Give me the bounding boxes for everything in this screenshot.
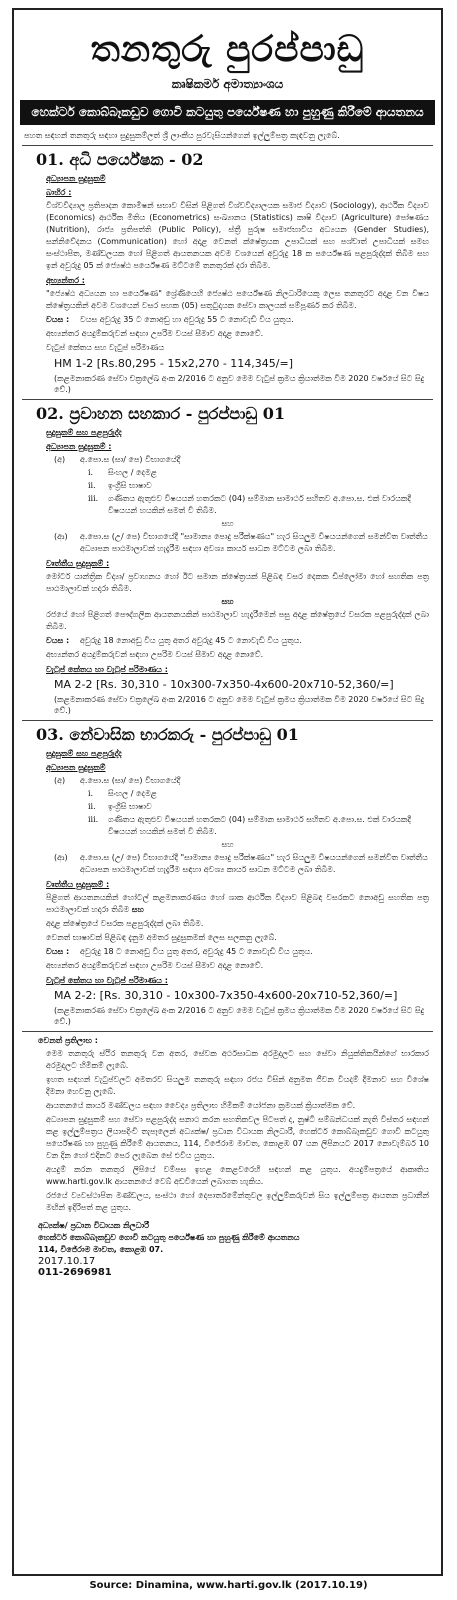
post3-sub-2-key: ii.: [88, 802, 96, 811]
post2-salary-label: වැටුප් කේතය හා වැටුප් පරිමාණය :: [46, 665, 168, 674]
post2-salary: MA 2-2 [Rs. 30,310 - 10x300-7x350-4x600-20x710-52,360/=]: [54, 678, 394, 691]
post3-item-b: [54, 852, 429, 876]
post2-and-2: සහ: [221, 597, 234, 606]
post2-sub-2-key: ii.: [88, 481, 96, 490]
signer-address: 114, විජේරාම මාවත, කොළඹ 07.: [38, 1245, 164, 1254]
signer-title: අධ්‍යක්ෂ/ ප්‍රධාන විධායක නිලධාරී: [38, 1221, 150, 1230]
post1-internal-label: අභ්‍යන්තර :: [46, 276, 86, 285]
post2-vocational-label: වෘත්තීය සුදුසුකම් :: [46, 559, 110, 568]
post2-sub-2-text: ඉංග්‍රීසි භාෂාව: [108, 481, 152, 490]
post1-title: 01. අධි පර්යේෂක - 02: [36, 150, 204, 169]
post3-voc-text1-body: පිළිගත් ආයතනයකින් හෝටල් කළමනාකරණය හෝ ශාක ආර්ථික විද්‍යාව පිළිබඳ වසරකට නොඅඩු සහතික පත්‍ර පාඨමාලාවක් හදාරා තිබීම: [46, 893, 429, 914]
post3-sub-1: [88, 788, 429, 800]
divider: [22, 145, 433, 146]
post2-item-b-text: අ.පො.ස (උ/ පෙ) විභාගයේදී "සාමාන්‍ය පොදු පරීක්ෂණය" හැර සියලුම විෂයයන්ගෙන් සමන්විත වෘත්තීය අධ්‍යාපන පාඨමාලාවක් හැදෑරීම සඳහා අවශ්‍ය කාර්ය සාධන මට්ටම ලබා තිබීම.: [80, 532, 428, 553]
post2-item-a-key: (අ): [54, 455, 66, 464]
post3-sub-2-text: ඉංග්‍රීසි භාෂාව: [108, 802, 152, 811]
post2-sub-3-text: ගණිතය ඇතුළුව විෂයයන් හතරකට (04) සම්මාන සාමාර්ථ සහිතව අ.පො.ස. එක් වාරයකදී විෂයයන් හයකින් සමත් වී තිබීම.: [108, 494, 411, 515]
source-caption: Source: Dinamina, www.harti.gov.lk (2017.10.19): [89, 1580, 368, 1591]
signature-block: [38, 1220, 431, 1256]
advert-title: තනතුරු පුරප්පාඩු: [90, 28, 365, 70]
post2-note: (කළමනාකරණ සේවා චක්‍රලේඛ අංක 2/2016 ට අනුව මෙම වැටුප් ක්‍රමය ක්‍රියාත්මක වීම 2020 වර්ෂයේ සිට සිදු වේ.): [54, 695, 425, 715]
post2-item-a-text: අ.පො.ස (සා/ පෙ) විභාගයේදී: [80, 455, 181, 464]
post3-age-text2: අභ්‍යන්තර අයදුම්කරුවන් සඳහා උපරිම වයස් සීමාව අදාළ නොවේ.: [46, 961, 264, 970]
post1-note: (කළමනාකරණ සේවා චක්‍රලේඛ අංක 2/2016 ට අනුව මෙම වැටුප් ක්‍රමය ක්‍රියාත්මක වීම 2020 වර්ෂයේ සිට සිදු වේ.): [54, 374, 425, 394]
divider: [22, 1031, 433, 1032]
post2-sub-2: [88, 480, 429, 492]
post1-age-text1: වයස අවුරුදු 35 ට නොඅඩු හා අවුරුදු 55 ට නොවැඩි විය යුතුය.: [80, 315, 294, 324]
post1-age: [46, 314, 429, 326]
post2-qual-exp-label: සුදුසුකම් සහ පළපුරුද්ද: [46, 428, 122, 437]
post2-sub-1-text: සිංහල / දෙමළ: [108, 468, 157, 477]
advert-frame: [12, 8, 443, 1576]
post2-age-label: වයස :: [46, 636, 70, 645]
post1-degree-text: විශ්වවිද්‍යාල ප්‍රතිපාදන කොමිෂන් සභාව විසින් පිළිගත් විශ්වවිද්‍යාලයක සමාජ විද්‍යාව (Sociology), ආර්ථික විද්‍යාව (Economics) ආර්ථික මිතිය (Econometrics) සංඛ්‍යානය (Statistics) කෘෂි විද්‍යාව (Agriculture) පෝෂණය (Nutrition), රාජ්‍ය ප්‍රතිපත්ති (Public Policy), ස්ත්‍රී පුරුෂ සමාජභාවීය අධ්‍යයන (Gender Studies), සන්නිවේදනය (Communication) හෝ අදාළ වෙනත් ක්ෂේත්‍රයක උපාධියක් සහ පශ්චාත් උපාධියක් සමඟ සංස්ථාපිත, මණ්ඩලයක හෝ පිළිගත් ආයතනයක අවම වශයෙන් අවුරුදු 18 ක පර්යේෂණ පළපුරුද්දක් තිබීම සහ ඉන් අවුරුදු 05 ක් ජ්‍යෙෂ්ඨ පර්යේෂණ මට්ටමේ තනතුරක් දරා තිබීම.: [46, 201, 429, 270]
apply-instructions-2: අයදුම් කරන තනතුර ලිපියේ වම්පස ඉහළ කෙළවරෙහි සඳහන් කළ යුතුය. අයදුම්පත්‍රයේ ආකෘතිය www.harti.gov.lk ආයතනයේ වෙබ් අඩවියෙන් ලබාගත හැකිය.: [46, 1165, 429, 1186]
post3-sub-1-key: i.: [88, 789, 94, 798]
advert-date: 2017.10.17: [38, 1256, 96, 1267]
post1-qual-label: අධ්‍යාපන සුදුසුකම්: [46, 174, 106, 183]
post3-item-a-text: අ.පො.ස (සා/ පෙ) විභාගයේදී: [80, 776, 181, 785]
intro-text: පහත සඳහන් තනතුරු සඳහා සුදුසුකම්ලත් ශ්‍රී ලාංකීය පුරවැසියන්ගෙන් ඉල්ලුම්පත්‍ර කැඳවනු ලැබේ.: [24, 131, 340, 140]
post1-internal-text: "ජ්‍යෙෂ්ඨ අධ්‍යයන හා පර්යේෂණ" ශ්‍රේණියෙහි ජ්‍යෙෂ්ඨ පර්යේෂණ නිලධාරියෙකු ලෙස තනතුරට අදාළ වන විෂය ක්ෂේත්‍රයකින් අවම වශයෙන් වසර පහක (05) සතුටුදායක සේවා කාලයක් සම්පූර්ණ කර තිබීම.: [46, 289, 429, 310]
post3-item-a: [54, 775, 429, 787]
post3-item-b-text: අ.පො.ස (උ/ පෙ) විභාගයේදී "සාමාන්‍ය පොදු පරීක්ෂණය" හැර සියලුම විෂයයන්ගෙන් සමන්විත වෘත්තීය අධ්‍යාපන පාඨමාලාවක් හැදෑරීම සඳහා අවශ්‍ය කාර්ය සාධන මට්ටම ලබා තිබීම.: [80, 853, 428, 874]
post3-edu-label: අධ්‍යාපන සුදුසුකම්: [46, 763, 106, 772]
post1-age-text2: අභ්‍යන්තර අයදුම්කරුවන් සඳහා උපරිම වයස් සීමාව අදාළ නොවේ.: [46, 329, 264, 338]
signer-org: හෙක්ටර් කොබ්බෑකඩුව ගොවි කටයුතු පර්යේෂණ හා පුහුණු කිරීමේ ආයතනය: [38, 1233, 300, 1242]
post2-sub-1: [88, 467, 429, 479]
post3-salary: MA 2-2: [Rs. 30,310 - 10x300-7x350-4x600-20x710-52,360/=]: [54, 989, 398, 1002]
contact-phone: 011-2696981: [38, 1267, 112, 1278]
post3-and-1: සහ: [221, 840, 234, 849]
post3-voc-text3: වෙනත් භාෂාවක් පිළිබඳ දැනුම අමතර සුදුසුකමක් ලෙස සලකනු ලැබේ.: [46, 933, 277, 942]
post2-title: 02. ප්‍රවාහන සහකාර - පුරප්පාඩු 01: [36, 404, 286, 423]
post2-and-1: සහ: [221, 519, 234, 528]
post3-salary-label: වැටුප් කේතය හා වැටුප් පරිමාණය :: [46, 976, 168, 985]
post3-voc-and: සහ: [131, 905, 144, 914]
divider: [22, 720, 433, 721]
benefits-text-2: ඉහත සඳහන් වැටුප්වලට අමතරව සියලුම තනතුරු සඳහා රජය විසින් අනුමත ජීවන වියදම් දීමනාව සහ විශේෂ දීමනා හෙවනු ලැබේ.: [46, 1075, 429, 1096]
post3-sub-1-text: සිංහල / දෙමළ: [108, 789, 157, 798]
post2-sub-3: [88, 493, 429, 517]
post3-voc-text2: අදාළ ක්ෂේත්‍රයේ වසරක පළපුරුද්දක් ලබා තිබීම.: [46, 919, 204, 928]
post1-age-label: වයස :: [46, 315, 70, 324]
post3-qual-exp-label: සුදුසුකම් සහ පළපුරුද්ද: [46, 749, 122, 758]
post3-voc-text1: [46, 892, 429, 916]
post2-item-a: [54, 454, 429, 466]
post3-sub-2: [88, 801, 429, 813]
post2-age-text1: අවුරුදු 18 නොඅඩු විය යුතු අතර අවුරුදු 45 ට නොවැඩි විය යුතුය.: [80, 636, 302, 645]
post3-item-b-key: (ආ): [54, 853, 68, 862]
post2-item-b: [54, 531, 429, 555]
benefits-label: වෙනත් ප්‍රතිලාභ :: [38, 1036, 98, 1045]
apply-instructions: අධ්‍යාපන සුදුසුකම් සහ සේවා පළපුරුද්ද සනාථ කරන සහතිකවල පිටපත් ද, නුෂ්ටි සම්බන්ධයක් නැති විස්තර සඳහන් කළ ඉල්ලුම්පත්‍රය ලියාපදිංචි තැපෑලෙන් අධ්‍යක්ෂ/ ප්‍රධාන විධායක නිලධාරී, හෙක්ටර් කොබ්බෑකඩුව ගොවි කටයුතු පර්යේෂණ හා පුහුණු කිරීමේ ආයතනය, 114, විජේරාම මාවත, කොළඹ 07 යන ලිපිනයට 2017 නොවැම්බර් 10 වන දින හෝ එදිනට පෙර ලැබෙන සේ එවිය යුතුය.: [46, 1115, 429, 1160]
post2-sub-3-key: iii.: [88, 494, 99, 503]
post2-voc-text2: රජයේ හෝ පිළිගත් පෞද්ගලික ආයතනයකින් පාඨමාලාව හැදෑරීමෙන් පසු අදාළ ක්ෂේත්‍රයේ වසරක පළපුරුද්දක් ලබා තිබීම.: [46, 610, 429, 631]
post3-title: 03. නේවාසික භාරකරු - පුරප්පාඩු 01: [36, 725, 299, 744]
institute-banner: හෙක්ටර් කොබ්බෑකඩුව ගොවි කටයුතු පර්යේෂණ හා පුහුණු කිරීමේ ආයතනය: [20, 100, 435, 125]
post1-degree-label: බාහිර :: [46, 188, 72, 197]
ministry-name: කෘෂිකර්ම අමාත්‍යාංශය: [171, 77, 284, 91]
divider: [22, 399, 433, 400]
post3-item-a-key: (අ): [54, 776, 66, 785]
post2-voc-text1: මෝටර් යාන්ත්‍රික විද්‍යා/ ප්‍රවාහනය හෝ ඊට සමාන ක්ෂේත්‍රයක් පිළිබඳ වසර දෙකක ඩිප්ලෝමා හෝ සහතික පත්‍ර පාඨමාලාවක් හදාරා තිබීම.: [46, 572, 429, 593]
post3-note: (කළමනාකරණ සේවා චක්‍රලේඛ අංක 2/2016 ට අනුව මෙම වැටුප් ක්‍රමය ක්‍රියාත්මක වීම 2020 වර්ෂයේ සිට සිදු වේ.): [54, 1006, 425, 1026]
post1-salary-label: වැටුප් කේතය සහ වැටුප් පරිමාණය: [46, 343, 165, 352]
post3-sub-3: [88, 814, 429, 838]
post3-sub-3-text: ගණිතය ඇතුළුව විෂයයන් හතරකට (04) සම්මාන සාමාර්ථ සහිතව අ.පො.ස. එක් වාරයකදී විෂයයන් හයකින් සමත් වී තිබීම.: [108, 815, 411, 836]
benefits-text-1: මෙම තනතුරු ස්ථිර තනතුරු වන අතර, සේවක අර්ථසාධක අරමුදලට සහ සේවා නියුක්තිකයින්ගේ භාරකාර අරමුදලට හිමිකම් ලැබේ.: [46, 1049, 429, 1070]
post3-sub-3-key: iii.: [88, 815, 99, 824]
post2-item-b-key: (ආ): [54, 532, 68, 541]
benefits-text-3: ආයතනයේ කාර්ය මණ්ඩලය සඳහා වෛද්‍ය ප්‍රතිලාභ හිමිකම් යෝජනා ක්‍රමයක් ක්‍රියාත්මක වේ.: [46, 1101, 356, 1110]
post2-edu-label: අධ්‍යාපන සුදුසුකම් :: [46, 442, 112, 451]
post2-age-text2: අභ්‍යන්තර අයදුම්කරුවන් සඳහා උපරිම වයස් සීමාව අදාළ නොවේ.: [46, 650, 264, 659]
post3-vocational-label: වෘත්තීය සුදුසුකම් :: [46, 880, 110, 889]
post2-sub-1-key: i.: [88, 468, 94, 477]
post3-age-label: වයස :: [46, 947, 70, 956]
rules-text: රජයේ ව්‍යවස්ථාපිත මණ්ඩලය, සංස්ථා හෝ දෙපාර්තමේන්තුවල ඉල්ලුම්කරුවන් සිය ඉල්ලුම්පත්‍ර ආයතන ප්‍රධානීන් මඟින් ඉදිරිපත් කළ යුතුය.: [46, 1191, 429, 1212]
post2-age: [46, 635, 429, 647]
post1-salary: HM 1-2 [Rs.80,295 - 15x2,270 - 114,345/=]: [54, 357, 293, 370]
post3-age: [46, 946, 429, 958]
post3-age-text1: අවුරුදු 18 ට නොඅඩු විය යුතු අතර, අවුරුදු 45 ට නොවැඩි විය යුතුය.: [80, 947, 313, 956]
